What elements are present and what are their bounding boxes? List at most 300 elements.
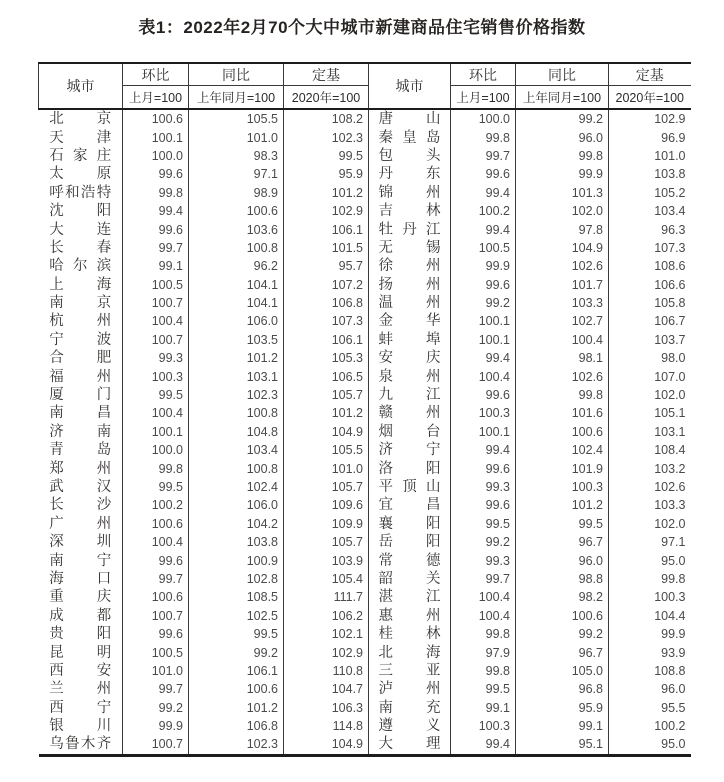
fixed-value-cell: 103.7: [654, 332, 686, 347]
fixed-value-cell: 106.2: [284, 607, 369, 625]
city-cell-right: [369, 404, 451, 422]
city-cell-right: [369, 533, 451, 551]
city-name: 郑州: [49, 460, 112, 477]
yoy-value-cell: 103.4: [189, 441, 284, 459]
header-yoy-base-right: 上年同月=100: [516, 86, 609, 110]
city-cell-right: [369, 257, 451, 275]
yoy-value-cell: 99.8: [516, 386, 609, 404]
yoy-value-cell: 101.0: [189, 128, 284, 146]
price-index-table: [38, 62, 691, 757]
yoy-value-cell: 108.5: [189, 588, 284, 606]
city-name: 银川: [49, 718, 112, 735]
fixed-value-cell: 106.1: [284, 220, 369, 238]
mom-value-cell: 100.3: [451, 404, 516, 422]
city-cell-right: [369, 239, 451, 257]
table-row: [39, 423, 691, 441]
mom-value-cell: 100.6: [123, 109, 189, 128]
mom-value-cell: 100.4: [451, 367, 516, 385]
table-row: [39, 533, 691, 551]
city-cell-right: [369, 367, 451, 385]
fixed-value-cell: 102.9: [284, 643, 369, 661]
city-cell-right: [369, 220, 451, 238]
city-name: 洛阳: [378, 460, 441, 477]
city-name: 南宁: [49, 552, 112, 569]
fixed-value-cell: 98.0: [661, 351, 686, 366]
fixed-value-cell: 106.1: [284, 331, 369, 349]
header-fixed-base-right: 2020年=100: [609, 86, 691, 110]
table-row: [39, 349, 691, 367]
city-cell-left: [39, 662, 123, 680]
table-row: [39, 367, 691, 385]
yoy-value-cell: 104.1: [189, 294, 284, 312]
fixed-value-cell: 102.9: [284, 202, 369, 220]
city-cell-left: [39, 349, 123, 367]
city-cell-left: [39, 220, 123, 238]
yoy-value-cell: 103.1: [189, 367, 284, 385]
fixed-value-cell: 96.9: [661, 130, 686, 145]
yoy-value-cell: 102.6: [516, 257, 609, 275]
mom-value-cell: 100.5: [123, 276, 189, 294]
mom-value-cell: 99.2: [451, 533, 516, 551]
mom-value-cell: 99.7: [123, 570, 189, 588]
yoy-value-cell: 98.8: [516, 570, 609, 588]
fixed-value-cell: 102.9: [654, 112, 686, 127]
yoy-value-cell: 106.0: [189, 496, 284, 514]
fixed-value-cell: 108.6: [654, 259, 686, 274]
yoy-value-cell: 103.5: [189, 331, 284, 349]
fixed-value-cell: 105.2: [654, 185, 686, 200]
mom-value-cell: 100.2: [451, 202, 516, 220]
city-name: 南充: [378, 699, 441, 716]
city-cell-left: [39, 533, 123, 551]
mom-value-cell: 99.3: [123, 349, 189, 367]
city-cell-left: [39, 165, 123, 183]
yoy-value-cell: 96.2: [189, 257, 284, 275]
fixed-value-cell: 95.9: [284, 165, 369, 183]
yoy-value-cell: 98.2: [516, 588, 609, 606]
city-name: 金华: [378, 313, 441, 330]
yoy-value-cell: 96.0: [516, 551, 609, 569]
table-row: [39, 478, 691, 496]
mom-value-cell: 99.8: [123, 184, 189, 202]
table-row: [39, 294, 691, 312]
table-row: [39, 588, 691, 606]
city-name: 石家庄: [49, 147, 112, 164]
yoy-value-cell: 101.6: [516, 404, 609, 422]
header-yoy-left: 同比: [189, 63, 284, 86]
header-city-right: 城市: [369, 63, 451, 109]
city-name: 泸州: [378, 681, 441, 698]
yoy-value-cell: 99.2: [189, 643, 284, 661]
yoy-value-cell: 98.1: [516, 349, 609, 367]
city-cell-right: [369, 109, 451, 128]
fixed-value-cell: 102.0: [654, 388, 686, 403]
yoy-value-cell: 105.5: [189, 109, 284, 128]
fixed-value-cell: 101.0: [654, 148, 686, 163]
fixed-value-cell: 111.7: [284, 588, 369, 606]
city-cell-right: [369, 551, 451, 569]
table-row: [39, 109, 691, 128]
city-name: 岳阳: [378, 534, 441, 551]
mom-value-cell: 99.7: [451, 570, 516, 588]
mom-value-cell: 100.4: [123, 404, 189, 422]
city-cell-right: [369, 386, 451, 404]
city-name: 西宁: [49, 699, 112, 716]
yoy-value-cell: 101.2: [189, 699, 284, 717]
yoy-value-cell: 97.8: [516, 220, 609, 238]
mom-value-cell: 99.3: [451, 478, 516, 496]
mom-value-cell: 99.2: [451, 294, 516, 312]
city-cell-right: [369, 331, 451, 349]
yoy-value-cell: 100.8: [189, 239, 284, 257]
mom-value-cell: 99.7: [123, 239, 189, 257]
city-name: 厦门: [49, 387, 112, 404]
table-row: [39, 147, 691, 165]
city-cell-right: [369, 515, 451, 533]
page-title: 表1：2022年2月70个大中城市新建商品住宅销售价格指数: [138, 18, 586, 37]
mom-value-cell: 100.7: [123, 735, 189, 755]
city-cell-right: [369, 349, 451, 367]
mom-value-cell: 99.6: [451, 459, 516, 477]
yoy-value-cell: 103.3: [516, 294, 609, 312]
city-name: 南京: [49, 295, 112, 312]
fixed-value-cell: 106.8: [284, 294, 369, 312]
mom-value-cell: 99.6: [451, 386, 516, 404]
yoy-value-cell: 95.1: [516, 735, 609, 755]
city-cell-left: [39, 184, 123, 202]
table-row: [39, 128, 691, 146]
fixed-value-cell: 102.1: [284, 625, 369, 643]
fixed-value-cell: 109.6: [284, 496, 369, 514]
city-cell-right: [369, 459, 451, 477]
fixed-value-cell: 96.0: [661, 682, 686, 697]
city-name: 呼和浩特: [49, 184, 112, 201]
fixed-value-cell: 108.4: [654, 443, 686, 458]
city-cell-left: [39, 588, 123, 606]
mom-value-cell: 100.6: [123, 588, 189, 606]
city-cell-left: [39, 202, 123, 220]
mom-value-cell: 100.7: [123, 294, 189, 312]
city-name: 长沙: [49, 497, 112, 514]
mom-value-cell: 99.6: [451, 276, 516, 294]
fixed-value-cell: 106.7: [654, 314, 686, 329]
mom-value-cell: 99.5: [451, 515, 516, 533]
city-cell-left: [39, 735, 123, 755]
city-cell-left: [39, 128, 123, 146]
yoy-value-cell: 102.4: [189, 478, 284, 496]
table-row: [39, 184, 691, 202]
yoy-value-cell: 99.2: [516, 625, 609, 643]
city-cell-left: [39, 496, 123, 514]
city-name: 徐州: [378, 258, 441, 275]
mom-value-cell: 99.4: [451, 184, 516, 202]
city-cell-right: [369, 312, 451, 330]
yoy-value-cell: 100.9: [189, 551, 284, 569]
mom-value-cell: 100.7: [123, 607, 189, 625]
mom-value-cell: 100.3: [123, 367, 189, 385]
table-row: [39, 735, 691, 755]
yoy-value-cell: 100.6: [516, 607, 609, 625]
yoy-value-cell: 102.3: [189, 735, 284, 755]
table-row: [39, 662, 691, 680]
mom-value-cell: 99.4: [451, 735, 516, 755]
city-cell-left: [39, 459, 123, 477]
city-name: 温州: [378, 295, 441, 312]
mom-value-cell: 100.0: [451, 109, 516, 128]
yoy-value-cell: 106.1: [189, 662, 284, 680]
city-name: 昆明: [49, 644, 112, 661]
table-row: [39, 570, 691, 588]
city-name: 济宁: [378, 442, 441, 459]
city-cell-left: [39, 367, 123, 385]
city-cell-left: [39, 331, 123, 349]
table-row: [39, 276, 691, 294]
table-row: [39, 680, 691, 698]
table-row: [39, 312, 691, 330]
city-cell-left: [39, 699, 123, 717]
yoy-value-cell: 102.0: [516, 202, 609, 220]
city-cell-right: [369, 147, 451, 165]
mom-value-cell: 99.5: [123, 386, 189, 404]
city-cell-left: [39, 643, 123, 661]
mom-value-cell: 100.1: [451, 312, 516, 330]
fixed-value-cell: 105.7: [284, 478, 369, 496]
table-row: [39, 643, 691, 661]
yoy-value-cell: 104.8: [189, 423, 284, 441]
fixed-value-cell: 106.5: [284, 367, 369, 385]
header-row-1: [39, 63, 691, 86]
yoy-value-cell: 95.9: [516, 699, 609, 717]
mom-value-cell: 99.4: [451, 220, 516, 238]
mom-value-cell: 99.6: [451, 496, 516, 514]
yoy-value-cell: 99.5: [189, 625, 284, 643]
fixed-value-cell: 99.8: [661, 571, 686, 586]
city-name: 广州: [49, 515, 112, 532]
city-cell-right: [369, 717, 451, 735]
table-row: [39, 717, 691, 735]
city-cell-right: [369, 680, 451, 698]
city-name: 惠州: [378, 607, 441, 624]
city-cell-left: [39, 294, 123, 312]
city-cell-right: [369, 128, 451, 146]
mom-value-cell: 99.7: [451, 147, 516, 165]
city-name: 西安: [49, 662, 112, 679]
fixed-value-cell: 104.9: [284, 735, 369, 755]
yoy-value-cell: 97.1: [189, 165, 284, 183]
city-name: 大连: [49, 221, 112, 238]
fixed-value-cell: 102.6: [654, 480, 686, 494]
header-mom-right: 环比: [451, 63, 516, 86]
fixed-value-cell: 96.3: [661, 222, 686, 237]
mom-value-cell: 100.4: [123, 533, 189, 551]
city-cell-left: [39, 717, 123, 735]
city-cell-left: [39, 423, 123, 441]
city-name: 襄阳: [378, 515, 441, 532]
city-cell-right: [369, 496, 451, 514]
table-row: [39, 699, 691, 717]
table-row: [39, 220, 691, 238]
city-cell-right: [369, 643, 451, 661]
fixed-value-cell: 101.2: [284, 404, 369, 422]
fixed-value-cell: 95.0: [661, 737, 686, 752]
mom-value-cell: 100.7: [123, 331, 189, 349]
fixed-value-cell: 107.3: [284, 312, 369, 330]
header-mom-left: 环比: [123, 63, 189, 86]
city-cell-right: [369, 441, 451, 459]
yoy-value-cell: 104.9: [516, 239, 609, 257]
city-cell-left: [39, 625, 123, 643]
city-name: 北海: [378, 644, 441, 661]
table-row: [39, 165, 691, 183]
yoy-value-cell: 103.8: [189, 533, 284, 551]
mom-value-cell: 99.9: [123, 717, 189, 735]
table-row: [39, 496, 691, 514]
yoy-value-cell: 102.4: [516, 441, 609, 459]
fixed-value-cell: 104.7: [284, 680, 369, 698]
header-city-left: 城市: [39, 63, 123, 109]
fixed-value-cell: 100.2: [654, 719, 686, 734]
mom-value-cell: 100.1: [451, 423, 516, 441]
fixed-value-cell: 104.4: [654, 608, 686, 623]
city-cell-left: [39, 276, 123, 294]
city-name: 三亚: [378, 662, 441, 679]
fixed-value-cell: 107.2: [284, 276, 369, 294]
mom-value-cell: 100.4: [451, 607, 516, 625]
fixed-value-cell: 107.0: [654, 369, 686, 384]
city-name: 平顶山: [378, 479, 441, 495]
fixed-value-cell: 107.3: [654, 240, 686, 255]
fixed-value-cell: 110.8: [284, 662, 369, 680]
fixed-value-cell: 108.2: [284, 109, 369, 128]
mom-value-cell: 100.1: [123, 128, 189, 146]
city-cell-left: [39, 607, 123, 625]
fixed-value-cell: 105.7: [284, 386, 369, 404]
city-cell-left: [39, 551, 123, 569]
mom-value-cell: 99.8: [123, 459, 189, 477]
city-name: 无锡: [378, 239, 441, 256]
yoy-value-cell: 104.2: [189, 515, 284, 533]
city-name: 青岛: [49, 442, 112, 459]
header-mom-base-left: 上月=100: [123, 86, 189, 110]
mom-value-cell: 99.8: [451, 625, 516, 643]
yoy-value-cell: 99.1: [516, 717, 609, 735]
fixed-value-cell: 95.7: [284, 257, 369, 275]
yoy-value-cell: 100.8: [189, 404, 284, 422]
yoy-value-cell: 106.8: [189, 717, 284, 735]
yoy-value-cell: 98.9: [189, 184, 284, 202]
city-name: 成都: [49, 607, 112, 624]
header-mom-base-right: 上月=100: [451, 86, 516, 110]
city-cell-left: [39, 109, 123, 128]
mom-value-cell: 97.9: [451, 643, 516, 661]
city-name: 唐山: [378, 111, 441, 128]
city-name: 武汉: [49, 479, 112, 495]
fixed-value-cell: 103.4: [654, 204, 686, 219]
mom-value-cell: 99.6: [451, 165, 516, 183]
city-name: 扬州: [378, 276, 441, 293]
header-row-2: [39, 86, 691, 110]
yoy-value-cell: 96.7: [516, 643, 609, 661]
fixed-value-cell: 102.0: [654, 516, 686, 531]
city-name: 海口: [49, 570, 112, 587]
fixed-value-cell: 103.8: [654, 167, 686, 182]
city-name: 宜昌: [378, 497, 441, 514]
fixed-value-cell: 105.5: [284, 441, 369, 459]
table-row: [39, 404, 691, 422]
yoy-value-cell: 101.3: [516, 184, 609, 202]
header-fixed-base-left: 2020年=100: [284, 86, 369, 110]
mom-value-cell: 100.0: [123, 441, 189, 459]
city-name: 南昌: [49, 405, 112, 422]
city-cell-left: [39, 441, 123, 459]
city-cell-left: [39, 386, 123, 404]
fixed-value-cell: 101.2: [284, 184, 369, 202]
yoy-value-cell: 102.7: [516, 312, 609, 330]
yoy-value-cell: 106.0: [189, 312, 284, 330]
fixed-value-cell: 99.9: [661, 627, 686, 642]
yoy-value-cell: 103.6: [189, 220, 284, 238]
header-yoy-base-left: 上年同月=100: [189, 86, 284, 110]
fixed-value-cell: 105.1: [654, 406, 686, 421]
fixed-value-cell: 101.5: [284, 239, 369, 257]
fixed-value-cell: 105.4: [284, 570, 369, 588]
mom-value-cell: 99.7: [123, 680, 189, 698]
mom-value-cell: 99.5: [123, 478, 189, 496]
city-name: 长春: [49, 239, 112, 256]
mom-value-cell: 99.9: [451, 257, 516, 275]
fixed-value-cell: 105.3: [284, 349, 369, 367]
city-name: 杭州: [49, 313, 112, 330]
city-cell-right: [369, 699, 451, 717]
yoy-value-cell: 100.4: [516, 331, 609, 349]
city-cell-right: [369, 607, 451, 625]
mom-value-cell: 99.8: [451, 128, 516, 146]
table-row: [39, 607, 691, 625]
yoy-value-cell: 98.3: [189, 147, 284, 165]
city-name: 丹东: [378, 166, 441, 183]
table-row: [39, 459, 691, 477]
fixed-value-cell: 104.9: [284, 423, 369, 441]
table-row: [39, 257, 691, 275]
fixed-value-cell: 109.9: [284, 515, 369, 533]
city-cell-left: [39, 680, 123, 698]
mom-value-cell: 100.5: [451, 239, 516, 257]
fixed-value-cell: 105.8: [654, 296, 686, 311]
city-name: 重庆: [49, 589, 112, 606]
yoy-value-cell: 101.7: [516, 276, 609, 294]
city-cell-right: [369, 276, 451, 294]
mom-value-cell: 99.1: [451, 699, 516, 717]
yoy-value-cell: 105.0: [516, 662, 609, 680]
yoy-value-cell: 102.8: [189, 570, 284, 588]
mom-value-cell: 99.5: [451, 680, 516, 698]
yoy-value-cell: 100.8: [189, 459, 284, 477]
city-cell-left: [39, 515, 123, 533]
city-cell-left: [39, 257, 123, 275]
city-cell-right: [369, 478, 451, 496]
mom-value-cell: 99.4: [451, 349, 516, 367]
table-row: [39, 515, 691, 533]
fixed-value-cell: 99.5: [284, 147, 369, 165]
yoy-value-cell: 102.3: [189, 386, 284, 404]
city-name: 大理: [378, 736, 441, 753]
city-name: 北京: [49, 111, 112, 128]
yoy-value-cell: 99.8: [516, 147, 609, 165]
city-name: 贵阳: [49, 626, 112, 643]
city-cell-right: [369, 165, 451, 183]
mom-value-cell: 99.6: [123, 551, 189, 569]
table-row: [39, 441, 691, 459]
